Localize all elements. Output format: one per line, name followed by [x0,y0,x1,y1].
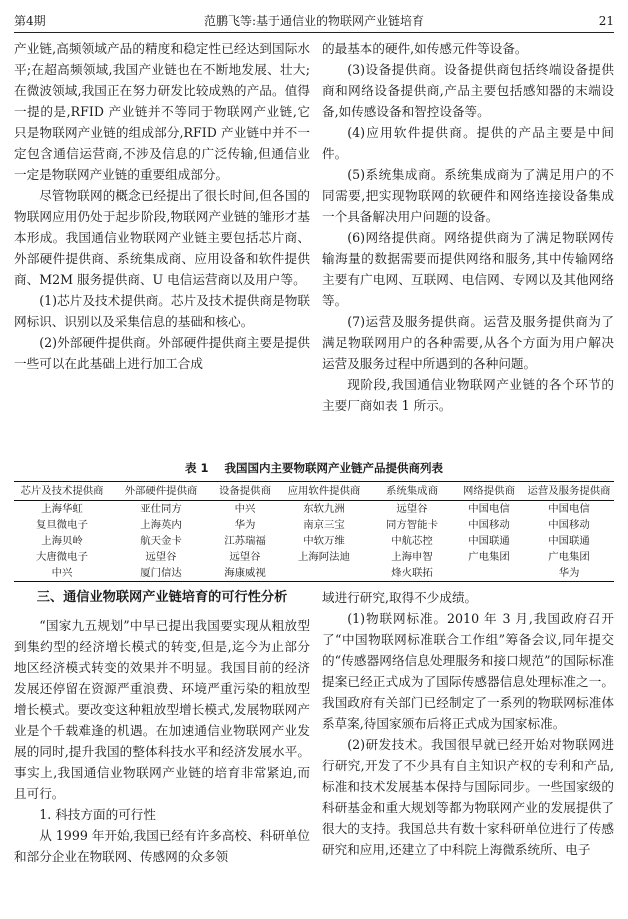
paragraph-hardware-provider: (2)外部硬件提供商。外部硬件提供商主要是提供一些可以在此基础上进行加工合成 [14,335,310,371]
paragraph-feasibility: “国家九五规划”中早已提出我国要实现从粗放型到集约型的经济增长模式的转变,但是,迄今为止部分地区经济模式转变的效果并不明显。我国目前的经济发展还停留在资源严重浪费、环境严重污染的粗放型增长模式。要改变这种粗放型增长模式,发展物联网产业是个千载难逢的机遇。在加速通信业物联网产业发展的同时,提升我国的整体科技水平和经济发展水平。事实上,我国通信业物联网产业链的培育非常紧迫,而且可行。 [14,618,310,801]
table-row [14,517,614,533]
table-header-cell: 运营及服务提供商 [524,482,614,501]
table-cell: 厦门信达 [140,567,182,579]
table-header-cell: 芯片及技术提供商 [14,482,110,501]
table-caption [14,460,614,476]
paragraph-hardware-continued: 的最基本的硬件,如传感元件等设备。 [322,41,528,56]
table-row [14,549,614,565]
table-cell: 上海英内 [140,519,182,531]
table-cell: 南京三宝 [303,519,345,531]
table-cell: 中国移动 [548,519,590,531]
paragraph-table-intro: 现阶段,我国通信业物联网产业链的各个环节的主要厂商如表 1 所示。 [322,377,614,413]
table-cell: 远望谷 [396,503,428,515]
paragraph-system-integrator: (5)系统集成商。系统集成商为了满足用户的不同需要,把实现物联网的软硬件和网络连接设备集成一个具备解决用户问题的设备。 [322,167,614,224]
table-cell: 中国电信 [548,503,590,515]
page-header [14,10,614,33]
table-header-cell: 设备提供商 [212,482,278,501]
table-cell: 上海申智 [391,551,433,563]
table-cell: 中国移动 [468,519,510,531]
table-cell: 大唐微电子 [36,551,88,563]
paragraph-research-history: 从 1999 年开始,我国已经有许多高校、科研单位和部分企业在物联网、传感网的众多领 [14,828,310,864]
table-cell: 中国联通 [548,535,590,547]
column-left-top [14,38,310,374]
table-cell: 远望谷 [229,551,261,563]
table-cell: 广电集团 [468,551,510,563]
table-cell: 航天金卡 [140,535,182,547]
table-header-cell: 网络提供商 [454,482,524,501]
paragraph-rd-technology: (2)研发技术。我国很早就已经开始对物联网进行研究,开发了不少具有自主知识产权的专利和产品,标准和技术发展基本保持与国际同步。一些国家级的科研基金和重大规划等都为物联网产业的发展提供了很大的支持。我国总共有数十家科研单位进行了传感研究和应用,还建立了中科院上海微系统所、电子 [322,737,614,857]
paragraph-software-provider: (4)应用软件提供商。提供的产品主要是中间件。 [322,125,614,161]
table-cell: 中兴 [234,503,256,515]
table-cell: 亚仕同方 [140,503,182,515]
paragraph-industry-chain: 尽管物联网的概念已经提出了很长时间,但各国的物联网应用仍处于起步阶段,物联网产业链的雏形才基本形成。我国通信业物联网产业链主要包括芯片商、外部硬件提供商、系统集成商、应用设备和软件提供商、M2M 服务提供商、U 电信运营商以及用户等。 [14,188,310,287]
table-cell: 华为 [558,567,580,579]
table-cell [454,565,524,582]
paragraph-research-continued: 域进行研究,取得不少成绩。 [322,590,478,605]
table-cell: 江苏瑞福 [224,535,266,547]
paragraph-iot-standard: (1)物联网标准。2010 年 3 月,我国政府召开了“中国物联网标准联合工作组”筹备会议,同年提交的“传感器网络信息处理服务和接口规范”的国际标准提案已经正式成为了国际传感器信息处理标准之一。我国政府有关部门已经制定了一系列的物联网标准体系草案,待国家颁布后将正式成为国家标准。 [322,611,614,731]
paragraph-operation-provider: (7)运营及服务提供商。运营及服务提供商为了满足物联网用户的各种需要,从各个方面为用户解决运营及服务过程中所遇到的各种问题。 [322,314,614,371]
table-row [14,565,614,582]
table-cell: 华为 [234,519,256,531]
table-cell: 复旦微电子 [36,519,88,531]
table-row [14,501,614,518]
column-right-top [322,38,614,416]
running-title: 范鹏飞等:基于通信业的物联网产业链培育 [203,14,425,28]
table-header-row [14,482,614,501]
issue-number: 第4期 [14,14,46,28]
table-cell [278,565,370,582]
page-number: 21 [598,14,614,28]
table-cell: 同方智能卡 [386,519,438,531]
table-cell: 中航芯控 [391,535,433,547]
table-cell: 广电集团 [548,551,590,563]
table-cell: 上海华虹 [41,503,83,515]
provider-table [14,481,614,582]
table-cell: 东软九洲 [303,503,345,515]
table-header-cell: 应用软件提供商 [278,482,370,501]
paragraph-chip-provider: (1)芯片及技术提供商。芯片及技术提供商是物联网标识、识别以及采集信息的基础和核心。 [14,293,310,329]
table-cell: 海康威视 [224,567,266,579]
column-left-bottom [14,587,310,867]
table-cell: 远望谷 [145,551,177,563]
table-header-cell: 外部硬件提供商 [110,482,212,501]
table-cell: 上海阿法迪 [298,551,350,563]
subheading-technology: 1. 科技方面的可行性 [39,807,156,822]
table-header-cell: 系统集成商 [370,482,454,501]
table-cell: 中软万维 [303,535,345,547]
paragraph-rfid-chain: 产业链,高频领域产品的精度和稳定性已经达到国际水平;在超高频领域,我国产业链也在不断地发展、壮大;在微波领域,我国正在努力研发比较成熟的产品。值得一提的是,RFID 产业链并不等同于物联网产业链,它只是物联网产业链的组成部分,RFID 产业链中并不一定包含通信运营商,不涉及信息的广泛传输,但通信业一定是物联网产业链的重要组成部分。 [14,41,310,182]
column-right-bottom [322,587,614,860]
table-title: 我国国内主要物联网产业链产品提供商列表 [224,461,443,475]
table-cell: 中国电信 [468,503,510,515]
table-cell: 中国联通 [468,535,510,547]
section-heading: 三、通信业物联网产业链培育的可行性分析 [36,590,288,605]
paragraph-equipment-provider: (3)设备提供商。设备提供商包括终端设备提供商和网络设备提供商,产品主要包括感知器的末端设备,如传感设备和智控设备等。 [322,62,614,119]
table-row [14,533,614,549]
table-cell: 烽火联拓 [391,567,433,579]
table-number: 表 1 [184,461,209,475]
paragraph-network-provider: (6)网络提供商。网络提供商为了满足物联网传输海量的数据需要而提供网络和服务,其中传输网络主要有广电网、互联网、电信网、专网以及其他网络等。 [322,230,614,308]
table-cell: 中兴 [51,567,73,579]
table-cell: 上海贝岭 [41,535,83,547]
